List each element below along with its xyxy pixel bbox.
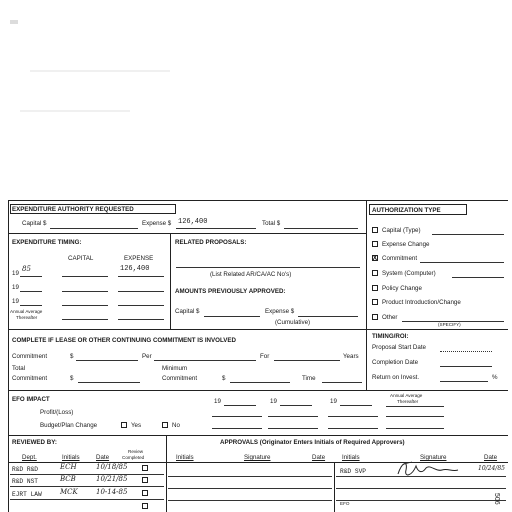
annual-average-label: Annual Average: [390, 393, 423, 398]
efo-cell-line: [328, 416, 378, 417]
completion-label: Completion Date: [372, 359, 419, 366]
commitment-label: Commitment: [12, 353, 48, 360]
auth-item-label: Commitment: [382, 255, 418, 262]
capital-label: Capital $: [22, 220, 47, 227]
efo-approval-label: EFO: [340, 501, 350, 506]
approvals-initials-header-2: Initials: [342, 454, 360, 461]
year-line: [280, 405, 312, 406]
auth-item-label: Expense Change: [382, 241, 430, 248]
thereafter-label: Thereafter: [16, 315, 38, 320]
completed-header: Completed: [122, 455, 145, 460]
divider: [8, 435, 508, 436]
for-line: [274, 360, 340, 361]
commitment-line: [76, 360, 138, 361]
specify-label: (SPECIFY): [438, 322, 461, 327]
review-row-dept: EJRT LAW: [12, 491, 42, 498]
auth-line: [420, 262, 504, 263]
auth-item-label: Capital (Type): [382, 227, 421, 234]
expense-cell-line: [118, 276, 164, 277]
review-completed-checkbox[interactable]: [142, 465, 148, 471]
auth-item-label: Policy Change: [382, 285, 422, 292]
commitment-label: Commitment: [162, 375, 198, 382]
efo-cell-line: [386, 416, 444, 417]
completion-line: [440, 366, 492, 367]
commitment-label: Commitment: [12, 375, 48, 382]
divider: [8, 390, 508, 391]
efo-cell-line: [328, 428, 378, 429]
expense-cell-line: [118, 305, 164, 306]
review-row-initials[interactable]: BCB: [60, 475, 76, 483]
check-mark-icon: X: [372, 254, 378, 262]
capital-cell-line: [62, 305, 108, 306]
review-row-date[interactable]: 10/18/85: [96, 463, 128, 471]
for-label: For: [260, 353, 270, 360]
year-line: [224, 405, 256, 406]
yes-label: Yes: [131, 422, 142, 429]
review-header: Review: [128, 449, 144, 454]
cumulative-label: (Cumulative): [275, 319, 311, 326]
reviewed-by-title: REVIEWED BY:: [12, 439, 57, 446]
related-capital-line: [204, 316, 260, 317]
expense-label: Expense $: [142, 220, 172, 227]
approval-row-initials: R&D SVP: [340, 468, 366, 475]
year-prefix: 19: [12, 270, 19, 277]
authorization-title: AUTHORIZATION TYPE: [372, 207, 441, 214]
capital-type-checkbox[interactable]: [372, 227, 378, 233]
year-line: [20, 305, 42, 306]
expense-value[interactable]: 126,400: [178, 218, 208, 226]
related-capital-label: Capital $: [175, 308, 200, 315]
efo-cell-line: [268, 416, 318, 417]
date-header: Date: [96, 454, 110, 461]
related-expense-label: Expense $: [265, 308, 295, 315]
profit-loss-label: Profit/(Loss): [40, 409, 74, 416]
approvals-divider: [334, 462, 335, 512]
expense-cell-value[interactable]: 126,400: [120, 265, 150, 273]
no-checkbox[interactable]: [162, 422, 168, 428]
related-proposals-title: RELATED PROPOSALS:: [175, 239, 247, 246]
divider: [8, 462, 166, 463]
reviewed-divider: [166, 435, 167, 512]
per-line: [154, 360, 256, 361]
roi-title: TIMING/ROI:: [372, 333, 409, 340]
row-line: [168, 488, 332, 489]
row-line: [10, 474, 164, 475]
row-line: [168, 476, 332, 477]
year-line: [20, 276, 42, 277]
related-line: [176, 267, 360, 268]
lease-title: COMPLETE IF LEASE OR OTHER CONTINUING COMMITMENT IS INVOLVED: [12, 337, 237, 344]
review-completed-checkbox[interactable]: [142, 503, 148, 509]
approval-row-date[interactable]: 10/24/85: [478, 465, 505, 472]
initials-header: Initials: [62, 454, 80, 461]
capital-column-header: CAPITAL: [68, 255, 94, 262]
efo-cell-line: [212, 416, 262, 417]
total-label: Total $: [262, 220, 281, 227]
expense-column-header: EXPENSE: [124, 255, 154, 262]
review-completed-checkbox[interactable]: [142, 490, 148, 496]
auth-item-label: Other: [382, 314, 398, 321]
title-box: [10, 204, 176, 214]
form-top-border: [8, 200, 508, 201]
total-label: Total: [12, 365, 26, 372]
efo-cell-line: [386, 428, 444, 429]
year-prefix: 19: [270, 398, 277, 405]
year-prefix: 19: [214, 398, 221, 405]
related-list-note: (List Related AR/CA/AC No's): [210, 271, 292, 278]
expenditure-authority-title: EXPENDITURE AUTHORITY REQUESTED: [12, 206, 134, 213]
year-prefix: 19: [330, 398, 337, 405]
year-prefix: 19: [12, 298, 19, 305]
other-checkbox[interactable]: [372, 314, 378, 320]
row-line: [336, 476, 506, 477]
minimum-commitment-line: [230, 382, 290, 383]
dept-header: Dept.: [22, 454, 37, 461]
efo-title: EFO IMPACT: [12, 396, 50, 403]
time-label: Time: [302, 375, 316, 382]
policy-change-checkbox[interactable]: [372, 285, 378, 291]
per-label: Per: [142, 353, 152, 360]
expense-change-checkbox[interactable]: [372, 241, 378, 247]
divider: [8, 329, 508, 330]
total-commitment-line: [78, 382, 140, 383]
total-line: [284, 228, 358, 229]
related-expense-line: [298, 316, 358, 317]
review-row-initials[interactable]: MCK: [60, 488, 78, 496]
dollar-sign: $: [222, 375, 226, 382]
auth-line: [432, 234, 504, 235]
efo-cell-line: [268, 428, 318, 429]
approvals-title: APPROVALS (Originator Enters Initials of Required Approvers): [220, 439, 405, 446]
row-line: [10, 499, 164, 500]
review-row-initials[interactable]: ECH: [60, 463, 77, 471]
annual-avg-line: [386, 406, 444, 407]
return-label: Return on Invest.: [372, 374, 420, 381]
thereafter-label: Thereafter: [397, 399, 419, 404]
capital-line: [50, 228, 138, 229]
return-line: [440, 381, 488, 382]
review-row-dept: R&D R&D: [12, 466, 38, 473]
approvals-signature-header: Signature: [244, 454, 271, 461]
approvals-initials-header: Initials: [176, 454, 194, 461]
approvals-date-header-2: Date: [484, 454, 498, 461]
dollar-sign: $: [70, 375, 74, 382]
timing-divider: [170, 233, 171, 329]
form-left-border: [8, 200, 9, 512]
approvals-signature-header-2: Signature: [420, 454, 447, 461]
no-label: No: [172, 422, 180, 429]
expense-line: [176, 228, 256, 229]
row-line: [168, 500, 332, 501]
row-line: [336, 500, 506, 501]
row-line: [336, 488, 506, 489]
review-row-date[interactable]: 10/21/85: [96, 475, 128, 483]
dollar-sign: $: [70, 353, 74, 360]
years-label: Years: [343, 353, 359, 360]
right-column-divider: [366, 200, 367, 390]
annual-average-label: Annual Average: [10, 309, 43, 314]
auth-line: [452, 277, 504, 278]
product-intro-checkbox[interactable]: [372, 299, 378, 305]
divider: [8, 233, 366, 234]
capital-cell-line: [62, 319, 108, 320]
side-document-number: 506: [493, 493, 500, 505]
approvals-date-header: Date: [312, 454, 326, 461]
amounts-approved-title: AMOUNTS PREVIOUSLY APPROVED:: [175, 288, 286, 295]
system-computer-checkbox[interactable]: [372, 270, 378, 276]
expense-cell-line: [118, 291, 164, 292]
time-line: [322, 382, 362, 383]
year-line: [20, 291, 42, 292]
auth-title-box: [369, 204, 467, 215]
start-line: [440, 351, 492, 352]
auth-item-label: System (Computer): [382, 270, 436, 277]
timing-title: EXPENDITURE TIMING:: [12, 239, 82, 246]
year-value[interactable]: 85: [22, 265, 31, 273]
auth-item-label: Product Introduction/Change: [382, 299, 461, 306]
percent-sign: %: [492, 374, 498, 381]
review-row-dept: R&D NST: [12, 478, 38, 485]
year-line: [340, 405, 372, 406]
capital-cell-line: [62, 276, 108, 277]
review-row-date[interactable]: 10-14-85: [96, 488, 128, 496]
expense-cell-line: [118, 319, 164, 320]
minimum-label: Minimum: [162, 365, 188, 372]
budget-plan-label: Budget/Plan Change: [40, 422, 98, 429]
yes-checkbox[interactable]: [121, 422, 127, 428]
review-completed-checkbox[interactable]: [142, 477, 148, 483]
row-line: [10, 486, 164, 487]
year-prefix: 19: [12, 284, 19, 291]
proposal-start-label: Proposal Start Date: [372, 344, 426, 351]
efo-cell-line: [212, 428, 262, 429]
capital-cell-line: [62, 291, 108, 292]
